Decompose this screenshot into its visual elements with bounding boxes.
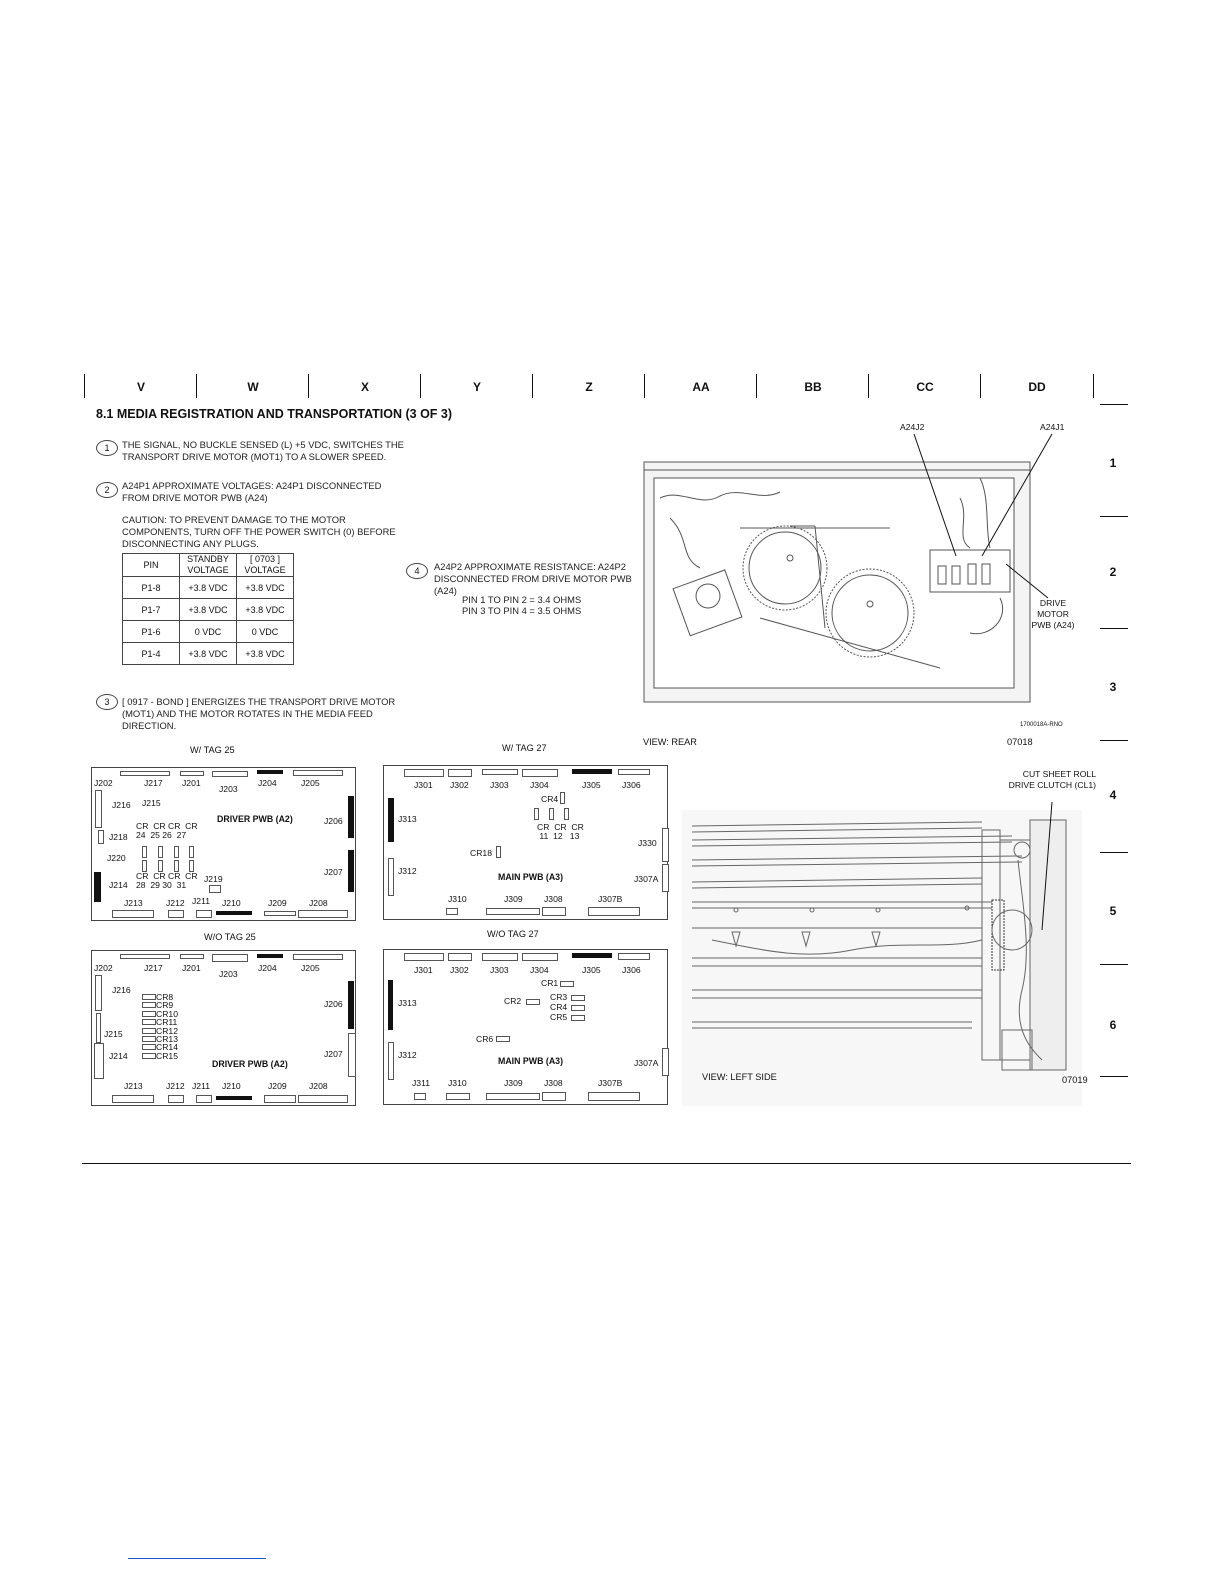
table-cell: P1-7 xyxy=(123,599,180,621)
label-a24j2: A24J2 xyxy=(900,422,925,432)
main-pwb-tag27: J301 J302 J303 J304 J305 J306 CR4 J313 CR CR CR 11 12 13 J330 CR18 J312 MAIN PWB (A3) J307A J310 J309 J308 J307B xyxy=(383,765,668,920)
caption-w-tag-27: W/ TAG 27 xyxy=(502,743,547,753)
table-cell: +3.8 VDC xyxy=(180,599,237,621)
table-cell: +3.8 VDC xyxy=(237,599,294,621)
table-cell: P1-4 xyxy=(123,643,180,665)
table-row xyxy=(123,577,294,599)
column-w: W xyxy=(196,374,309,398)
main-pwb-name: MAIN PWB (A3) xyxy=(498,872,563,882)
view-rear-caption: VIEW: REAR xyxy=(643,737,697,747)
driver-pwb-name: DRIVER PWB (A2) xyxy=(212,1059,288,1069)
table-cell: +3.8 VDC xyxy=(180,643,237,665)
column-dd: DD xyxy=(980,374,1094,398)
page-title: 8.1 MEDIA REGISTRATION AND TRANSPORTATION (3 OF 3) xyxy=(96,407,453,421)
callout-1-badge: 1 xyxy=(96,440,118,456)
column-bb: BB xyxy=(756,374,869,398)
driver-pwb-notag25: J202 J217 J201 J203 J204 J205 J216 J206 CR8 CR9 CR10 CR11 CR12 CR13 CR14 CR15 J215 J214 DRIVER PWB (A2) J207 J213 J212 J211 J210 J209 J208 xyxy=(91,950,356,1106)
label-a24j1: A24J1 xyxy=(1040,422,1065,432)
column-cc: CC xyxy=(868,374,981,398)
caution-text: CAUTION: TO PREVENT DAMAGE TO THE MOTOR COMPONENTS, TURN OFF THE POWER SWITCH (0) BEFORE DISCONNECTING ANY PLUGS. xyxy=(122,514,396,549)
row-tick xyxy=(1100,852,1128,853)
column-z: Z xyxy=(532,374,645,398)
table-cell: P1-6 xyxy=(123,621,180,643)
callout-3-badge: 3 xyxy=(96,694,118,710)
row-3: 3 xyxy=(1109,680,1117,694)
label-cut-sheet-roll-drive-clutch: CUT SHEET ROLL DRIVE CLUTCH (CL1) xyxy=(1008,769,1096,790)
note-4-line1: PIN 1 TO PIN 2 = 3.4 OHMS xyxy=(462,594,582,605)
footer-divider xyxy=(82,1163,1131,1164)
table-row xyxy=(123,643,294,665)
row-tick xyxy=(1100,628,1128,629)
label-drive-motor-pwb: DRIVE MOTOR PWB (A24) xyxy=(1031,598,1075,630)
row-tick xyxy=(1100,740,1128,741)
figure-number-07019: 07019 xyxy=(1062,1075,1088,1085)
note-1-text: THE SIGNAL, NO BUCKLE SENSED (L) +5 VDC, SWITCHES THE TRANSPORT DRIVE MOTOR (MOT1) TO A SLOWER SPEED. xyxy=(122,439,404,462)
figure-code: 1700018A-RNO xyxy=(1020,722,1063,728)
view-left-side-caption: VIEW: LEFT SIDE xyxy=(702,1072,777,1082)
table-cell: P1-8 xyxy=(123,577,180,599)
table-row xyxy=(123,621,294,643)
row-5: 5 xyxy=(1109,904,1117,918)
row-tick xyxy=(1100,1076,1128,1077)
row-1: 1 xyxy=(1109,456,1117,470)
left-side-view-illustration xyxy=(682,790,1092,1106)
note-2-text: A24P1 APPROXIMATE VOLTAGES: A24P1 DISCONNECTED FROM DRIVE MOTOR PWB (A24) xyxy=(122,480,382,503)
table-header: STANDBY VOLTAGE xyxy=(180,554,237,577)
column-y: Y xyxy=(420,374,533,398)
table-cell: 0 VDC xyxy=(180,621,237,643)
footnote-rule xyxy=(128,1558,266,1559)
table-cell: 0 VDC xyxy=(237,621,294,643)
caption-wo-tag-27: W/O TAG 27 xyxy=(487,929,539,939)
column-x: X xyxy=(308,374,421,398)
row-4: 4 xyxy=(1109,788,1117,802)
main-pwb-notag27: J301 J302 J303 J304 J305 J306 CR1 J313 CR2 CR3 CR4 CR5 CR6 J312 MAIN PWB (A3) J307A J311 J310 J309 J308 J307B xyxy=(383,949,668,1105)
caption-w-tag-25: W/ TAG 25 xyxy=(190,745,235,755)
table-row xyxy=(123,599,294,621)
row-6: 6 xyxy=(1109,1018,1117,1032)
table-header: PIN xyxy=(123,554,180,577)
driver-pwb-name: DRIVER PWB (A2) xyxy=(217,814,293,824)
driver-pwb-tag25: J202 J217 J201 J203 J204 J205 J216 J215 DRIVER PWB (A2) J206 CR CR CR CR 24 25 26 27 J218 J220 J207 CR CR CR CR 28 29 30 31 J219 J214 J213 J212 J211 J210 J209 J208 xyxy=(91,767,356,921)
row-tick xyxy=(1100,964,1128,965)
callout-4-badge: 4 xyxy=(406,563,428,579)
note-4-text: A24P2 APPROXIMATE RESISTANCE: A24P2 DISCONNECTED FROM DRIVE MOTOR PWB (A24) xyxy=(434,561,632,596)
table-cell: +3.8 VDC xyxy=(237,643,294,665)
row-tick xyxy=(1100,404,1128,405)
callout-2-badge: 2 xyxy=(96,482,118,498)
row-tick xyxy=(1100,516,1128,517)
row-2: 2 xyxy=(1109,565,1117,579)
caption-wo-tag-25: W/O TAG 25 xyxy=(204,932,256,942)
table-header: [ 0703 ] VOLTAGE xyxy=(237,554,294,577)
figure-number-07018: 07018 xyxy=(1007,737,1033,747)
main-pwb-name: MAIN PWB (A3) xyxy=(498,1056,563,1066)
note-4-line2: PIN 3 TO PIN 4 = 3.5 OHMS xyxy=(462,605,582,616)
note-3-text: [ 0917 - BOND ] ENERGIZES THE TRANSPORT DRIVE MOTOR (MOT1) AND THE MOTOR ROTATES IN THE MEDIA FEED DIRECTION. xyxy=(122,696,396,731)
column-v: V xyxy=(84,374,197,398)
rear-view-illustration xyxy=(640,418,1090,748)
grid-column-header xyxy=(84,374,1094,398)
table-cell: +3.8 VDC xyxy=(180,577,237,599)
voltage-table xyxy=(122,553,294,665)
column-aa: AA xyxy=(644,374,757,398)
table-cell: +3.8 VDC xyxy=(237,577,294,599)
